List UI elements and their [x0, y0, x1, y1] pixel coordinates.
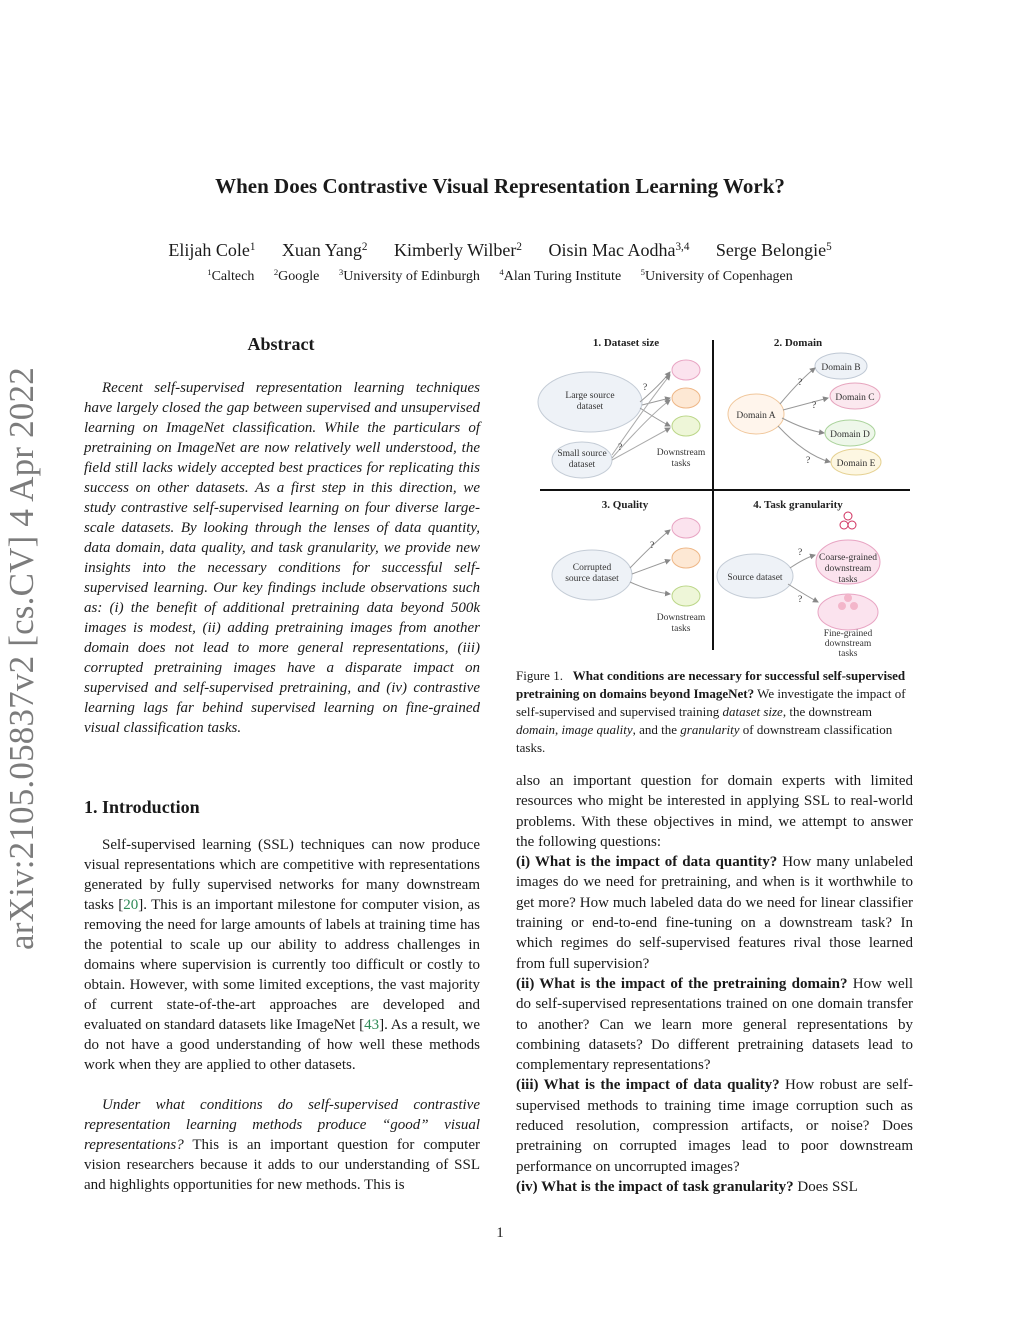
question-mark: ? [806, 456, 811, 466]
paper-title: When Does Contrastive Visual Representation Learning Work? [215, 174, 785, 198]
affiliation: $^2$Google [273, 267, 320, 284]
svg-text:Coarse-grained: Coarse-grained [818, 553, 878, 563]
downstream-label: tasks [671, 459, 691, 469]
question-mark: ? [798, 595, 803, 605]
citation-link[interactable]: 43 [364, 1017, 380, 1033]
body-paragraph: also an important question for domain experts with limited resources who might be interested in applying SSL to real-world problems. With these objectives in mind, we attempt to answer the following questions: [516, 773, 913, 850]
panel-title: 3. Quality [601, 499, 649, 511]
author-name: Oisin Mac Aodha$^{3,4}$ [548, 240, 690, 260]
downstream-label: tasks [671, 624, 691, 634]
right-column-body [516, 771, 913, 1197]
svg-text:tasks: tasks [838, 575, 858, 585]
introduction-heading: 1. Introduction [84, 797, 200, 817]
affiliation: $^4$Alan Turing Institute [499, 267, 622, 284]
domain-a-cloud [728, 394, 784, 434]
domain-b-cloud [815, 353, 867, 379]
figure-1-diagram [530, 330, 915, 660]
domain-d-cloud [825, 420, 875, 446]
research-question: (iii) What is the impact of data quality? How robust are self-supervised methods to training time image corruption such as reduced resolution, compression artifacts, or noise? Does pretraining on corrupted images lead to poor downstream performance on uncorrupted images? [516, 1077, 913, 1175]
svg-text:downstream: downstream [824, 564, 872, 574]
question-mark: ? [798, 548, 803, 558]
corrupted-source-cloud [552, 550, 632, 600]
svg-text:Domain B: Domain B [821, 363, 861, 373]
panel-title: 1. Dataset size [592, 337, 660, 349]
svg-text:Small source: Small source [557, 449, 607, 459]
question-mark: ? [650, 541, 655, 551]
author-name: Serge Belongie$^5$ [715, 240, 832, 260]
intro-paragraph: Under what conditions do self-supervised contrastive representation learning methods produce “good” visual representations? This is an important question for computer vision researchers because it adds to our understanding of SSL and highlights opportunities for new methods. This is [84, 1097, 480, 1193]
arxiv-identifier: arXiv:2105.05837v2 [cs.CV] 4 Apr 2022 [2, 367, 41, 950]
affiliation-list [0, 269, 1000, 285]
svg-text:Domain D: Domain D [830, 430, 870, 440]
downstream-task-clouds [672, 360, 700, 436]
small-source-cloud [552, 442, 612, 478]
affiliation: $^5$University of Copenhagen [640, 267, 793, 284]
panel-title: 2. Domain [773, 337, 823, 349]
author-name: Elijah Cole$^1$ [168, 240, 256, 260]
svg-text:Domain E: Domain E [836, 459, 876, 469]
svg-text:downstream: downstream [824, 639, 872, 649]
page-number: 1 [496, 1225, 504, 1241]
downstream-label: Downstream [656, 613, 706, 623]
abstract-heading: Abstract [247, 334, 315, 354]
research-question: (iv) What is the impact of task granularity? Does SSL [516, 1178, 858, 1195]
downstream-label: Downstream [656, 448, 706, 458]
abstract-text: Recent self-supervised representation learning techniques have largely closed the gap between supervised and unsupervised learning on ImageNet classification. While the particulars of pretraining on ImageNet are now relatively well understood, the field still lacks widely accepted best practices for replicating this success on other datasets. As a first step in this direction, we study contrastive self-supervised learning on four diverse large-scale datasets. By looking through the lenses of data quantity, data domain, data quality, and task granularity, we provide new insights into the necessary conditions for successful self-supervised learning. Our key findings include observations such as: (i) the benefit of additional pretraining data beyond 500k images is modest, (ii) adding pretraining images from another domain does not lead to more general representations, (iii) corrupted pretraining images have a disparate impact on supervised and self-supervised pretraining, and (iv) contrastive learning lags far behind supervised learning on fine-grained visual classification tasks. [84, 380, 480, 736]
large-source-cloud [538, 372, 642, 432]
question-mark: ? [812, 401, 817, 411]
author-list [0, 240, 1000, 261]
svg-text:Large source: Large source [565, 391, 615, 401]
source-dataset-cloud [717, 554, 793, 598]
question-mark: ? [798, 378, 803, 388]
svg-text:tasks: tasks [838, 649, 858, 659]
downstream-task-clouds [672, 518, 700, 606]
fine-grained-cloud [818, 594, 878, 659]
affiliation: $^3$University of Edinburgh [338, 267, 480, 284]
svg-text:Domain A: Domain A [736, 411, 776, 421]
domain-c-cloud [830, 383, 880, 409]
svg-text:source dataset: source dataset [565, 574, 619, 584]
question-mark: ? [618, 443, 623, 453]
question-mark: ? [643, 383, 648, 393]
domain-e-cloud [831, 449, 881, 475]
intro-paragraph: Self-supervised learning (SSL) techniques can now produce visual representations which are competitive with representations generated by fully supervised networks for many downstream tasks [20]. This is an important milestone for computer vision, as removing the need for large amounts of labels at training time has the potential to scale up our ability to address challenges in domains where supervision is currently too difficult or costly to obtain. However, with some limited exceptions, the vast majority of current state-of-the-art approaches are developed and evaluated on standard datasets like ImageNet [43]. As a result, we do not have a good understanding of how well these methods work when they are applied to other datasets. [84, 837, 481, 1073]
panel-title: 4. Task granularity [753, 499, 843, 511]
svg-text:dataset: dataset [576, 402, 604, 412]
research-question: (i) What is the impact of data quantity? How many unlabeled images do we need for pretraining, and when is it worthwhile to get more? How much labeled data do we need for linear classifier training or end-to-end fine-tuning on a downstream task? In which regimes do self-supervised features rival those learned from full supervision? [516, 854, 913, 972]
author-name: Xuan Yang$^2$ [281, 240, 368, 260]
svg-text:Source dataset: Source dataset [727, 573, 783, 583]
figure-caption: Figure 1. What conditions are necessary for successful self-supervised pretraining on domains beyond ImageNet? We investigate the impact of self-supervised and supervised training dataset size, the downstream domain, image quality, and the granularity of downstream classification tasks. [516, 668, 906, 755]
svg-text:dataset: dataset [568, 460, 596, 470]
coarse-grained-cloud [816, 512, 880, 585]
research-question: (ii) What is the impact of the pretraining domain? How well do self-supervised representations trained on one domain transfer to another? Can we learn more general representations by combining datasets? Do different pretraining datasets lead to complementary representations? [516, 975, 913, 1074]
affiliation: $^1$Caltech [207, 267, 255, 284]
svg-text:Fine-grained: Fine-grained [823, 629, 873, 639]
citation-link[interactable]: 20 [123, 897, 139, 913]
svg-text:Corrupted: Corrupted [572, 563, 612, 573]
svg-text:Domain C: Domain C [835, 393, 875, 403]
author-name: Kimberly Wilber$^2$ [393, 240, 522, 260]
